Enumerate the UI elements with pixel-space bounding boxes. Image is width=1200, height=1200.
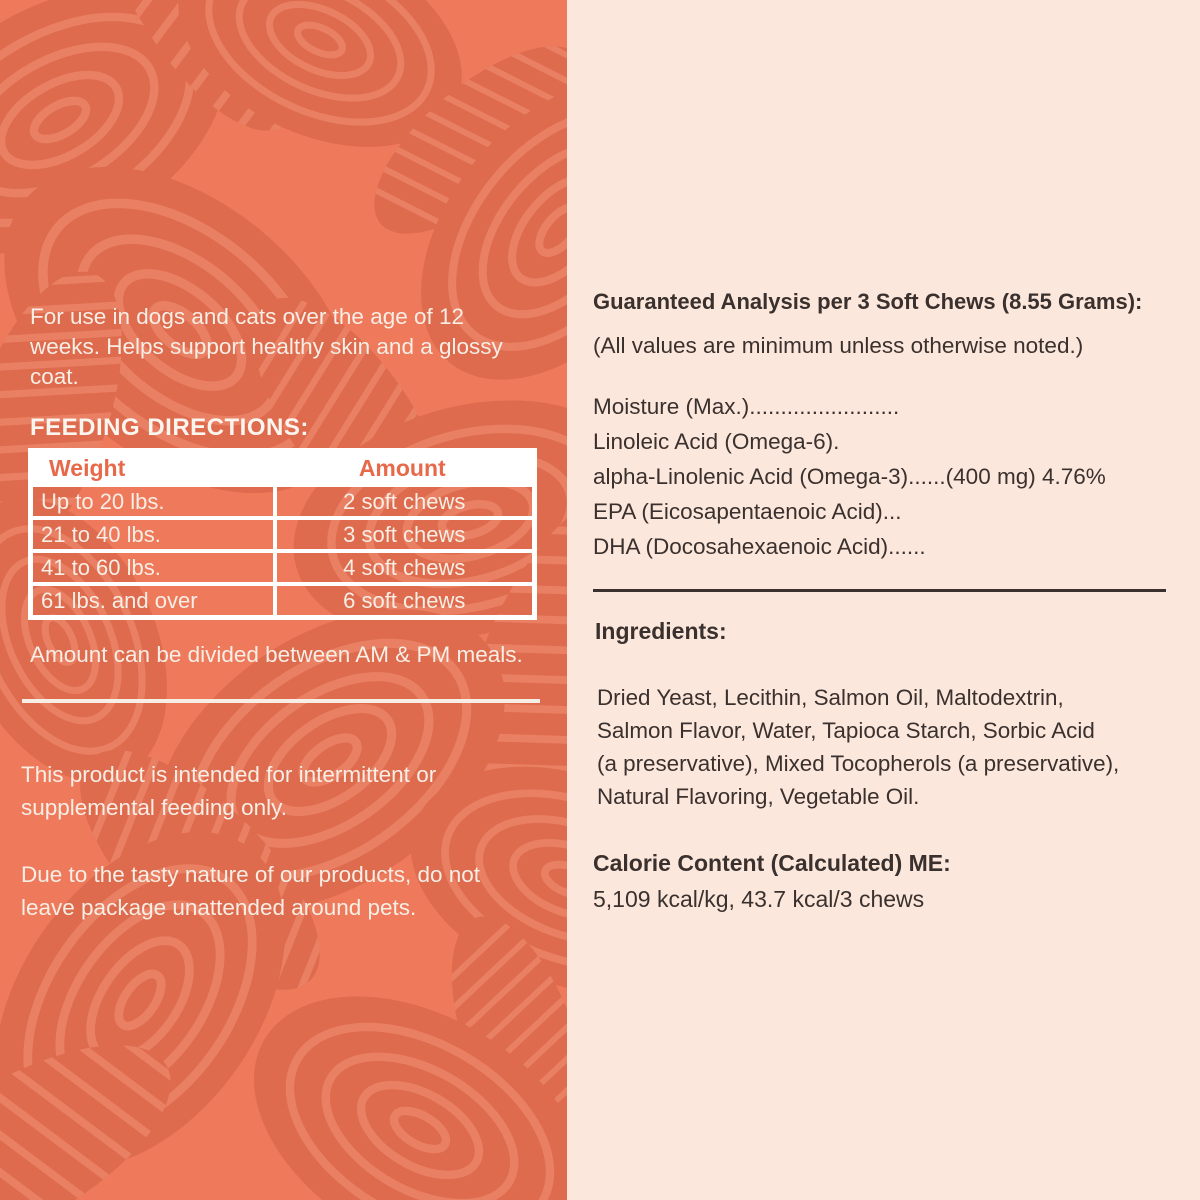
ingredients-line: Natural Flavoring, Vegetable Oil.	[597, 784, 920, 809]
weight-column-header: Weight	[49, 454, 126, 481]
package-caution-note: Due to the tasty nature of our products, do not leave package unattended around pets.	[21, 862, 481, 920]
table-row	[33, 483, 532, 516]
amount-cell: 4 soft chews	[273, 553, 532, 582]
table-row	[33, 516, 532, 549]
guaranteed-analysis-list	[593, 389, 1106, 564]
usage-intro-text: For use in dogs and cats over the age of 12 weeks. Helps support healthy skin and a glossy coat.	[30, 303, 503, 389]
ingredients-line: Salmon Flavor, Water, Tapioca Starch, Sorbic Acid	[597, 718, 1095, 743]
analysis-line-epa: EPA (Eicosapentaenoic Acid)...	[593, 499, 902, 524]
ingredients-line: (a preservative), Mixed Tocopherols (a preservative),	[597, 751, 1120, 776]
calorie-content-heading: Calorie Content (Calculated) ME:	[593, 850, 951, 876]
amount-cell: 3 soft chews	[273, 520, 532, 549]
calorie-content-value: 5,109 kcal/kg, 43.7 kcal/3 chews	[593, 886, 925, 912]
analysis-line-dha: DHA (Docosahexaenoic Acid)......	[593, 534, 926, 559]
analysis-line-alpha-linolenic: alpha-Linolenic Acid (Omega-3)......(400 mg) 4.76%	[593, 464, 1106, 489]
ingredients-line: Dried Yeast, Lecithin, Salmon Oil, Maltodextrin,	[597, 685, 1064, 710]
table-header-row	[33, 453, 532, 483]
guaranteed-analysis-heading: Guaranteed Analysis per 3 Soft Chews (8.55 Grams):	[593, 289, 1143, 314]
divided-meals-note: Amount can be divided between AM & PM meals.	[30, 642, 523, 667]
amount-cell: 6 soft chews	[273, 586, 532, 615]
amount-column-header: Amount	[358, 454, 446, 481]
ingredients-heading: Ingredients:	[595, 618, 727, 644]
feeding-directions-table	[28, 448, 537, 620]
minimum-values-note: (All values are minimum unless otherwise noted.)	[593, 333, 1084, 358]
intermittent-feeding-note: This product is intended for intermittent or supplemental feeding only.	[21, 762, 437, 820]
weight-cell: 41 to 60 lbs.	[41, 555, 161, 580]
analysis-panel	[567, 0, 1200, 1200]
ingredients-list	[597, 681, 1119, 813]
right-divider-rule	[593, 589, 1166, 592]
feeding-directions-panel	[0, 0, 567, 1200]
weight-cell: 61 lbs. and over	[41, 588, 198, 613]
table-row	[33, 582, 532, 615]
amount-cell: 2 soft chews	[273, 487, 532, 516]
left-divider-rule	[22, 699, 540, 703]
analysis-line-linoleic: Linoleic Acid (Omega-6).	[593, 429, 840, 454]
weight-cell: Up to 20 lbs.	[41, 489, 165, 514]
weight-cell: 21 to 40 lbs.	[41, 522, 161, 547]
feeding-directions-heading: FEEDING DIRECTIONS:	[30, 414, 309, 441]
table-row	[33, 549, 532, 582]
analysis-line-moisture: Moisture (Max.)........................	[593, 394, 900, 419]
